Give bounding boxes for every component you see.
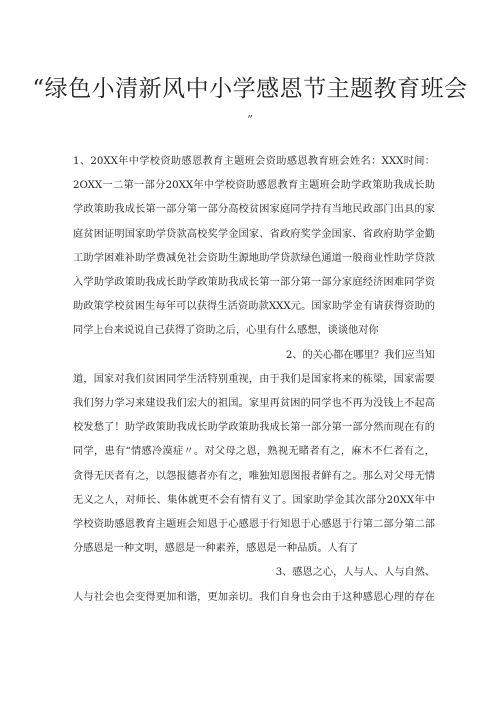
document-body <box>73 150 435 610</box>
body-line: 工助学困难补助学费减免社会资助生源地助学贷款绿色通道一般商业性助学贷款 <box>73 252 435 264</box>
body-line: 入学助学政策助我成长助学政策助我成长第一部分第一部分家庭经济困难同学资 <box>73 277 435 289</box>
body-line: 道，国家对我们贫困同学生活特别重视，由于我们是国家将来的栋梁，国家需要 <box>73 373 435 385</box>
section-heading: 2、的关心都在哪里？我们应当知 <box>285 349 435 361</box>
body-line: 贪得无厌者有之，以怨报德者亦有之，唯独知恩图报者鲜有之。那么对父母无情 <box>73 470 435 482</box>
body-line: 同学上台来说说自己获得了资助之后，心里有什么感想，谈谈他对你 <box>73 325 379 337</box>
body-line: 学政策助我成长第一部分第一部分高校贫困家庭同学持有当地民政部门出具的家 <box>73 204 435 216</box>
body-line: 校发愁了！助学政策助我成长助学政策助我成长第一部分第一部分然而现在有的 <box>73 422 435 434</box>
document-title: “绿色小清新风中小学感恩节主题教育班会 <box>32 76 468 102</box>
body-line: 无义之人，对师长、集体就更不会有情有义了。国家助学金其次部分20XX年中 <box>73 494 435 506</box>
body-line: 2OXX一二第一部分20XX年中学校资助感恩教育主题班会助学政策助我成长助 <box>73 180 435 192</box>
section-heading: 3、感恩之心，人与人、人与自然、 <box>275 567 435 579</box>
body-line: 同学，患有“情感冷漠症〃。对父母之恩，熟视无睹者有之，麻木不仁者有之， <box>73 446 435 458</box>
body-line: 学校资助感恩教育主题班会知恩于心感恩于行知恩于心感恩于行第二部分第二部 <box>73 519 435 531</box>
document-subtitle: ” <box>247 113 253 126</box>
body-line: 我们努力学习来建设我们宏大的祖国。家里再贫困的同学也不再为没钱上不起高 <box>73 398 435 410</box>
body-line: 人与社会也会变得更加和谐，更加亲切。我们自身也会由于这种感恩心理的存在 <box>73 591 435 603</box>
body-line: 助政策学校贫困生每年可以获得生活资助款XXX元。国家助学金有请获得资助的 <box>73 301 435 313</box>
body-line: 1、20XX年中学校资助感恩教育主题班会资助感恩教育班会姓名：XXX时间： <box>73 156 435 167</box>
body-line: 庭贫困证明国家助学贷款高校奖学金国家、省政府奖学金国家、省政府助学金勤 <box>73 228 435 240</box>
body-line: 分感恩是一种文明，感恩是一种素养，感恩是一种品质。人有了 <box>73 543 359 555</box>
